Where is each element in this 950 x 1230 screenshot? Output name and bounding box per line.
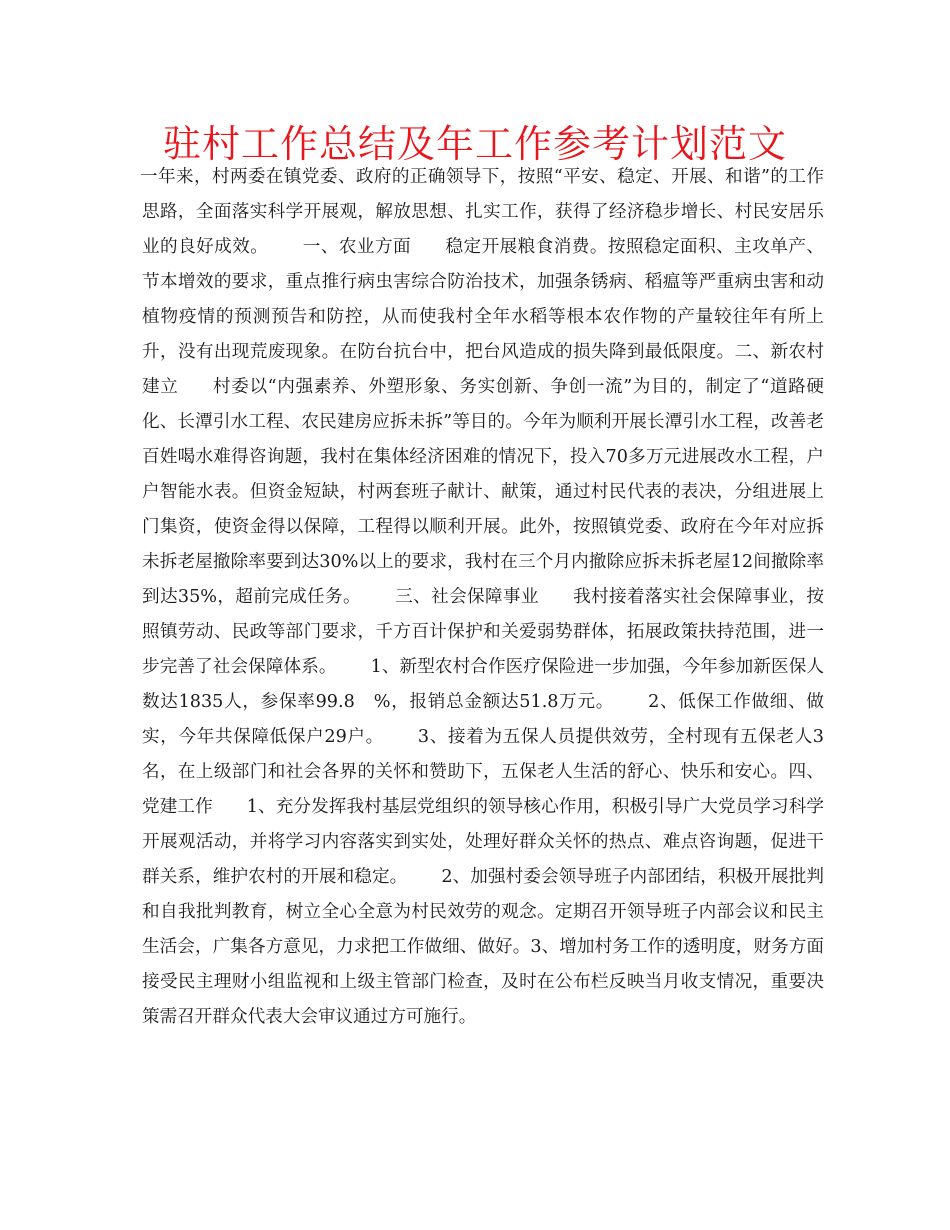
body-segment: 我村接着落实社会保障事业，按照镇劳动、民政等部门要求，千方百计保护和关爱弱势群体，拓展政策扶持范围，进一步完善了社会保障体系。: [142, 587, 824, 677]
section-heading: 三、社会保障事业: [394, 587, 539, 607]
body-segment: 1、新型农村合作医疗保险进一步加强，今年参加新医保人数达1835人，参保率99.8 %，报销总金额达51.8万元。: [142, 657, 824, 712]
body-segment: 2、低保工作做细、做实，今年共保障低保户29户。: [142, 692, 824, 747]
body-segment: 2、加强村委会领导班子内部团结，积极开展批判和自我批判教育，树立全心全意为村民效劳的观念。定期召开领导班子内部会议和民主生活会，广集各方意见，力求把工作做细、做好。3、增加村务工作的透明度，财务方面接受民主理财小组监视和上级主管部门检查，及时在公布栏反映当月收支情况，重要决策需召开群众代表大会审议通过方可施行。: [142, 867, 824, 1027]
body-segment: 村委以“内强素养、外塑形象、务实创新、争创一流”为目的，制定了“道路硬化、长潭引水工程、农民建房应拆未拆”等目的。今年为顺利开展长潭引水工程，改善老百姓喝水难得咨询题，我村在集体经济困难的情况下，投入70多万元进展改水工程，户户智能水表。但资金短缺，村两套班子献计、献策，通过村民代表的表决，分组进展上门集资，使资金得以保障，工程得以顺利开展。此外，按照镇党委、政府在今年对应拆未拆老屋撤除率要到达30%以上的要求，我村在三个月内撤除应拆未拆老屋12间撤除率到达35%，超前完成任务。: [142, 377, 824, 607]
document-body: [142, 160, 824, 1035]
body-segment: 1、充分发挥我村基层党组织的领导核心作用，积极引导广大党员学习科学开展观活动，并将学习内容落实到实处，处理好群众关怀的热点、难点咨询题，促进干群关系，维护农村的开展和稳定。: [142, 797, 824, 887]
section-heading: 一、农业方面: [302, 237, 412, 257]
body-segment: 一年来，村两委在镇党委、政府的正确领导下，按照“平安、稳定、开展、和谐”的工作思路，全面落实科学开展观，解放思想、扎实工作，获得了经济稳步增长、村民安居乐业的良好成效。: [140, 167, 824, 257]
document-title: 驻村工作总结及年工作参考计划范文: [162, 122, 787, 166]
body-segment: 3、接着为五保人员提供效劳，全村现有五保老人3名，在上级部门和社会各界的关怀和赞助下，五保老人生活的舒心、快乐和安心。四、党建工作: [142, 727, 825, 817]
body-segment: 稳定开展粮食消费。按照稳定面积、主攻单产、节本增效的要求，重点推行病虫害综合防治技术，加强条锈病、稻瘟等严重病虫害和动植物疫情的预测预告和防控，从而使我村全年水稻等根本农作物的产量较往年有所上升，没有出现荒废现象。在防台抗台中，把台风造成的损失降到最低限度。二、新农村建立: [142, 237, 824, 397]
